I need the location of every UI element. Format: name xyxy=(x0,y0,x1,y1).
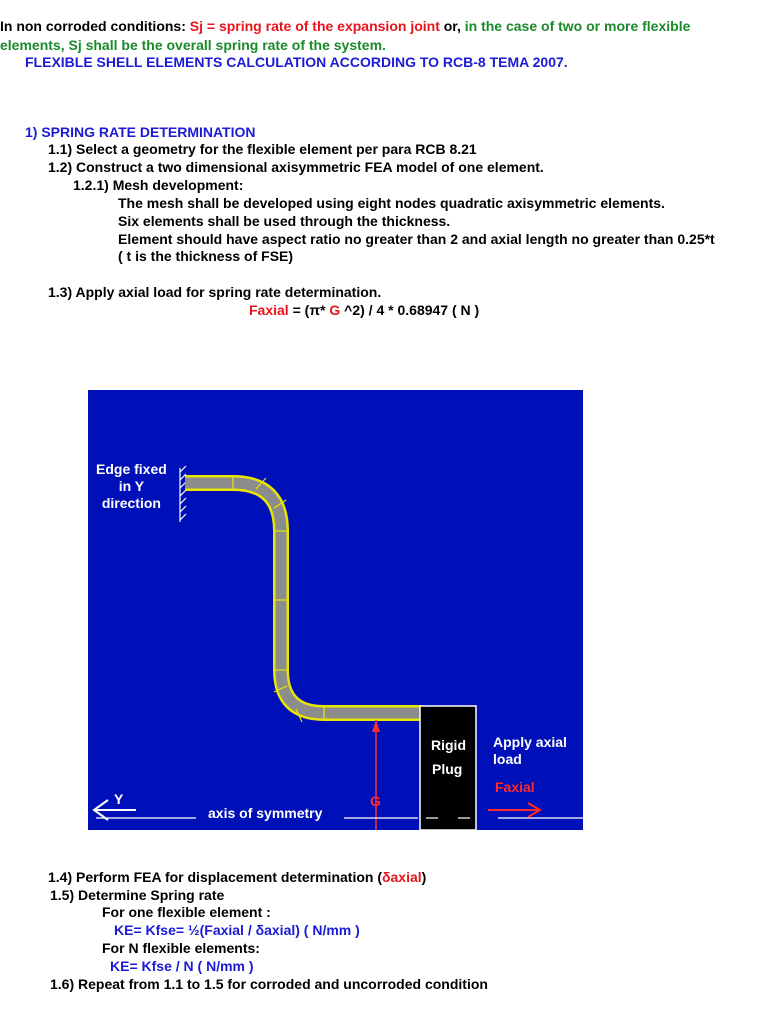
intro-text: In non corroded conditions: xyxy=(0,18,190,34)
intro-line-2: elements, Sj shall be the overall spring rate of the system. xyxy=(0,37,386,53)
step-1-4-text: 1.4) Perform FEA for displacement determination ( xyxy=(48,869,382,885)
step-1-4 xyxy=(48,869,426,886)
fixed-edge-hatch xyxy=(180,466,186,522)
edge-fixed-label-line-1: Edge fixed xyxy=(96,461,167,477)
one-element-label: For one flexible element : xyxy=(102,904,271,920)
formula-part-b: ^2) / 4 * 0.68947 ( N ) xyxy=(340,302,480,318)
page-title: FLEXIBLE SHELL ELEMENTS CALCULATION ACCORDING TO RCB-8 TEMA 2007. xyxy=(25,54,568,70)
mesh-rule-3: Element should have aspect ratio no greater than 2 and axial length no greater than 0.25*t xyxy=(118,231,715,247)
flexible-element-fill xyxy=(185,483,421,713)
rigid-label: Rigid xyxy=(431,737,466,753)
step-1-4-close: ) xyxy=(421,869,427,885)
ke-formula-one: KE= Kfse= ½(Faxial / δaxial) ( N/mm ) xyxy=(114,922,360,938)
section-heading-spring-rate: 1) SPRING RATE DETERMINATION xyxy=(25,124,256,140)
edge-fixed-label-line-2: in Y xyxy=(118,478,145,494)
plug-label: Plug xyxy=(432,761,463,777)
y-axis-label: Y xyxy=(114,791,124,807)
g-arrow-head xyxy=(372,720,380,732)
n-elements-label: For N flexible elements: xyxy=(102,940,260,956)
delta-axial: δaxial xyxy=(382,869,422,885)
formula-part-a: = (π* xyxy=(288,302,330,318)
mesh-rule-4: ( t is the thickness of FSE) xyxy=(118,248,294,264)
mesh-rule-1: The mesh shall be developed using eight nodes quadratic axisymmetric elements. xyxy=(118,195,665,211)
formula-faxial: Faxial xyxy=(249,302,289,318)
mesh-rule-2: Six elements shall be used through the thickness. xyxy=(118,213,451,229)
intro-flexible-case: in the case of two or more flexible xyxy=(464,18,691,34)
step-1-2-1: 1.2.1) Mesh development: xyxy=(73,177,244,193)
intro-sj-definition: Sj = spring rate of the expansion joint xyxy=(189,18,440,34)
step-1-2: 1.2) Construct a two dimensional axisymmetric FEA model of one element. xyxy=(48,159,544,175)
edge-fixed-label-line-3: direction xyxy=(101,495,161,511)
step-1-5: 1.5) Determine Spring rate xyxy=(50,887,225,903)
fea-model-diagram xyxy=(88,390,583,830)
edge-fixed-label xyxy=(96,461,167,512)
apply-axial-load-line-2: load xyxy=(493,751,522,767)
step-1-3: 1.3) Apply axial load for spring rate determination. xyxy=(48,284,382,300)
apply-axial-load-label xyxy=(493,734,567,768)
step-1-6: 1.6) Repeat from 1.1 to 1.5 for corroded and uncorroded condition xyxy=(50,976,488,992)
faxial-formula xyxy=(249,302,479,319)
step-1-1: 1.1) Select a geometry for the flexible element per para RCB 8.21 xyxy=(48,141,477,157)
flexible-element-shell xyxy=(185,483,421,713)
apply-axial-load-line-1: Apply axial xyxy=(493,734,567,750)
ke-formula-n: KE= Kfse / N ( N/mm ) xyxy=(110,958,254,974)
intro-line-1 xyxy=(0,18,690,35)
formula-g: G xyxy=(329,302,341,318)
faxial-arrow xyxy=(488,803,540,817)
g-label: G xyxy=(370,793,381,809)
intro-or: or, xyxy=(439,18,465,34)
axis-of-symmetry-label: axis of symmetry xyxy=(208,805,323,821)
faxial-diagram-label: Faxial xyxy=(495,779,535,795)
